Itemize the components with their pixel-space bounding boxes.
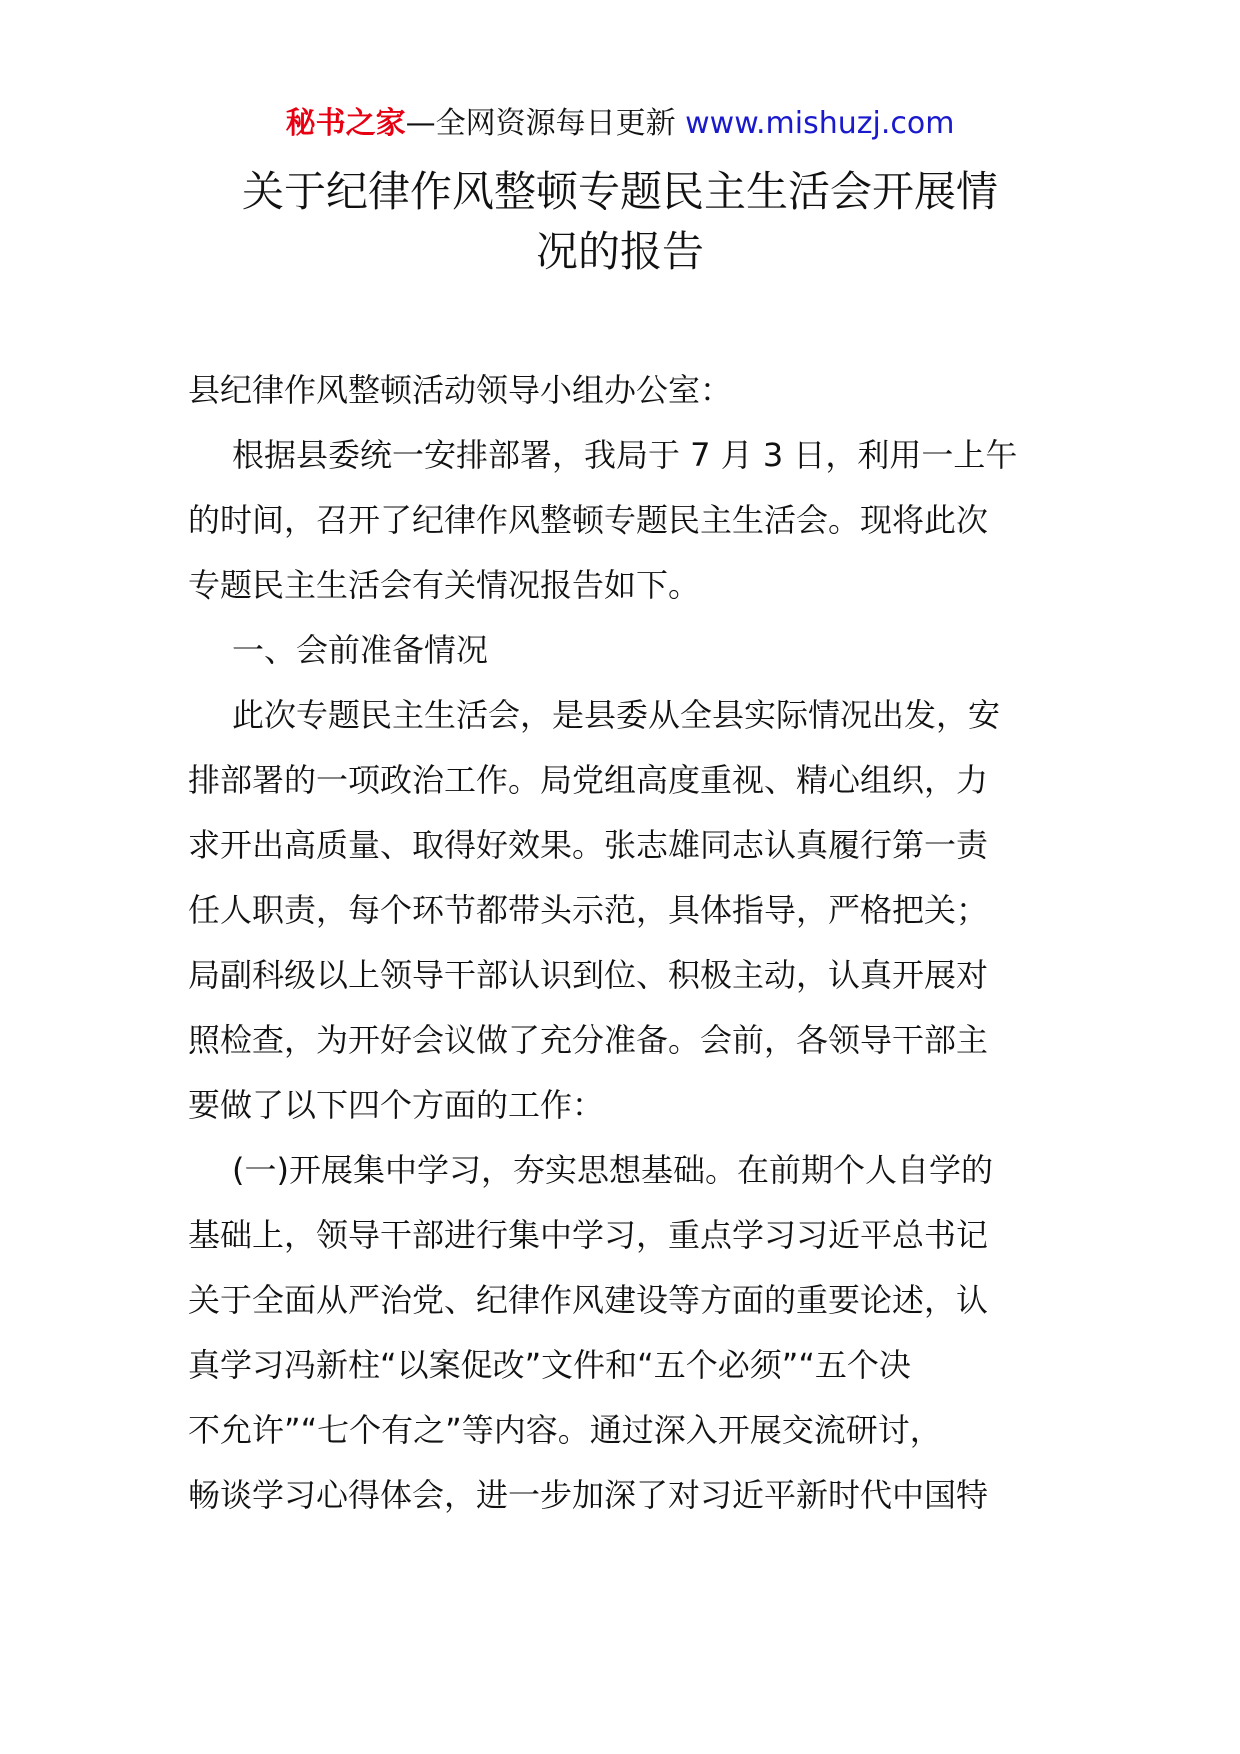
paragraph-line: 的时间，召开了纪律作风整顿专题民主生活会。现将此次 [188, 501, 989, 539]
section-heading: 一、会前准备情况 [232, 631, 489, 669]
paragraph-line: 要做了以下四个方面的工作： [188, 1086, 605, 1124]
paragraph-line: 照检查，为开好会议做了充分准备。会前，各领导干部主 [188, 1021, 989, 1059]
header-banner [0, 102, 1240, 146]
paragraph-line: 不允许”“七个有之”等内容。通过深入开展交流研讨， [188, 1411, 942, 1449]
paragraph-line: 任人职责，每个环节都带头示范，具体指导，严格把关； [188, 891, 989, 929]
slogan: —全网资源每日更新 [405, 106, 676, 141]
document-title [190, 162, 1050, 282]
title-line-2: 况的报告 [535, 227, 704, 276]
document-body [188, 358, 1068, 1528]
addressee-line: 县纪律作风整顿活动领导小组办公室： [188, 371, 733, 409]
brand-name: 秘书之家 [285, 106, 406, 141]
title-line-1: 关于纪律作风整顿专题民主生活会开展情 [241, 167, 998, 216]
paragraph-line: 关于全面从严治党、纪律作风建设等方面的重要论述，认 [188, 1281, 989, 1319]
paragraph-line: 畅谈学习心得体会，进一步加深了对习近平新时代中国特 [188, 1476, 989, 1514]
paragraph-line: 局副科级以上领导干部认识到位、积极主动，认真开展对 [188, 956, 989, 994]
paragraph-line: 专题民主生活会有关情况报告如下。 [188, 566, 701, 604]
paragraph-line: 此次专题民主生活会，是县委从全县实际情况出发，安 [232, 696, 1001, 734]
paragraph-line: 求开出高质量、取得好效果。张志雄同志认真履行第一责 [188, 826, 989, 864]
paragraph-line: 排部署的一项政治工作。局党组高度重视、精心组织，力 [188, 761, 989, 799]
site-url-link[interactable]: www.mishuzj.com [685, 106, 955, 141]
paragraph-line: 真学习冯新柱“以案促改”文件和“五个必须”“五个决 [188, 1346, 911, 1384]
subsection-line: (一)开展集中学习，夯实思想基础。在前期个人自学的 [232, 1151, 993, 1189]
paragraph-line: 基础上，领导干部进行集中学习，重点学习习近平总书记 [188, 1216, 989, 1254]
paragraph-line: 根据县委统一安排部署，我局于 7 月 3 日，利用一上午 [232, 436, 1018, 474]
